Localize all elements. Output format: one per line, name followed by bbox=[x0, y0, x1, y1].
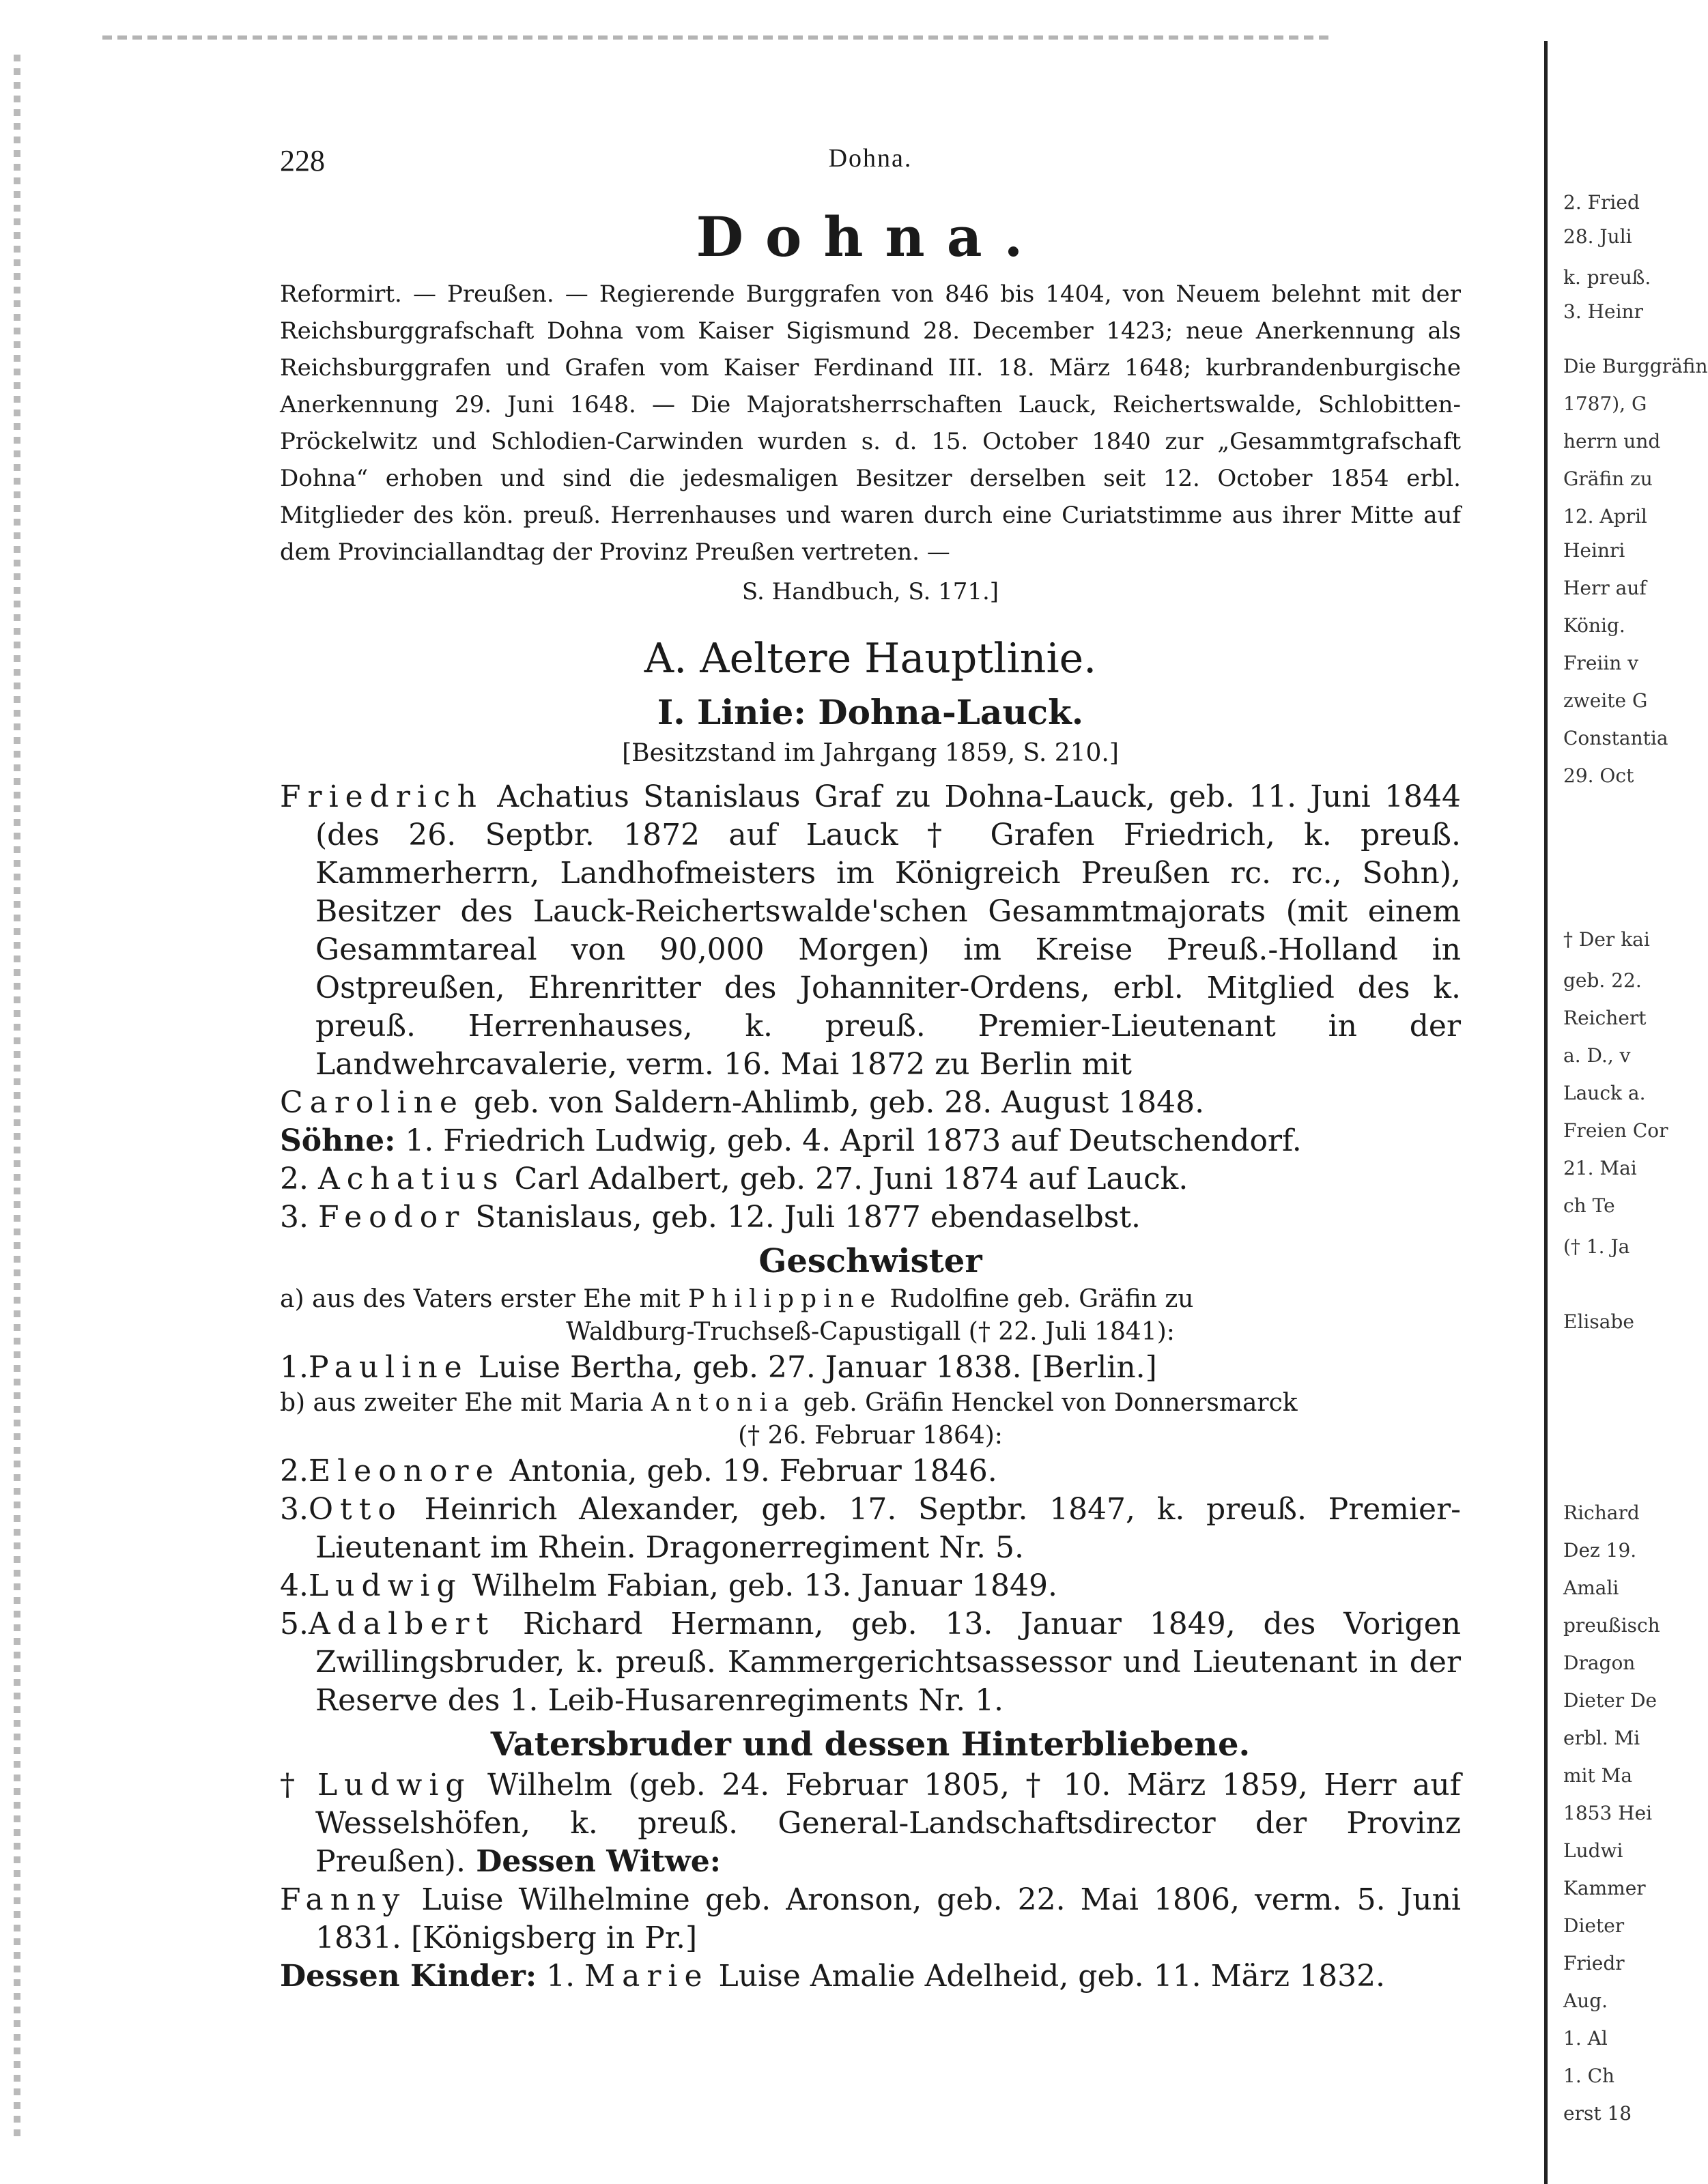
line-title: I. Linie: Dohna-Lauck. bbox=[657, 692, 1084, 732]
adjacent-line: 2. Fried bbox=[1563, 191, 1640, 214]
child-text: Luise Amalie Adelheid, geb. 11. März 1832. bbox=[709, 1959, 1386, 1994]
adjacent-line: herrn und bbox=[1563, 430, 1661, 452]
branch-a-name: Philippine bbox=[688, 1285, 883, 1313]
adjacent-line: Die Burggräfin bbox=[1563, 355, 1708, 377]
sibling-entry bbox=[280, 1605, 1461, 1720]
adjacent-line: preußisch bbox=[1563, 1614, 1660, 1637]
adjacent-line: Elisabe bbox=[1563, 1310, 1634, 1333]
sibling-number: 4. bbox=[280, 1568, 309, 1603]
adjacent-line: 1853 Hei bbox=[1563, 1802, 1653, 1824]
head-name: Friedrich bbox=[280, 779, 483, 814]
adjacent-line: 1. Ch bbox=[1563, 2065, 1615, 2087]
adjacent-line: 1. Al bbox=[1563, 2027, 1608, 2050]
adjacent-page-fragment bbox=[1555, 0, 1708, 2184]
running-title: Dohna. bbox=[828, 144, 913, 173]
intro-reference: S. Handbuch, S. 171.] bbox=[741, 578, 999, 605]
scan-top-edge bbox=[102, 35, 1331, 40]
sibling-entry bbox=[280, 1491, 1461, 1567]
adjacent-line: Aug. bbox=[1563, 1989, 1608, 2012]
adjacent-line: zweite G bbox=[1563, 689, 1648, 712]
son-name: Friedrich bbox=[443, 1123, 586, 1158]
adjacent-line: Dieter bbox=[1563, 1914, 1625, 1937]
siblings-heading: Geschwister bbox=[758, 1242, 982, 1280]
adjacent-line: Freien Cor bbox=[1563, 1119, 1668, 1142]
son-prefix: 2. bbox=[280, 1162, 318, 1196]
son-text: Stanislaus, geb. 12. Juli 1877 ebendaselbst. bbox=[466, 1200, 1141, 1235]
son-entry bbox=[280, 1122, 1461, 1160]
adjacent-line: Dieter De bbox=[1563, 1689, 1657, 1712]
adjacent-line: 12. April bbox=[1563, 505, 1647, 528]
sibling-text: Wilhelm Fabian, geb. 13. Januar 1849. bbox=[462, 1568, 1057, 1603]
son-prefix: 1. bbox=[395, 1123, 444, 1158]
widow-text: Luise Wilhelmine geb. Aronson, geb. 22. Mai 1806, verm. 5. Juni 1831. [Königsberg in Pr.] bbox=[315, 1882, 1461, 1955]
branch-b-text: geb. Gräfin Henckel von Donnersmarck bbox=[795, 1389, 1298, 1417]
section-title: A. Aeltere Hauptlinie. bbox=[644, 635, 1097, 682]
branch-a-text: a) aus des Vaters erster Ehe mit bbox=[280, 1285, 689, 1313]
son-entry bbox=[280, 1160, 1461, 1198]
son-name: Feodor bbox=[317, 1200, 466, 1235]
sibling-name: Ludwig bbox=[308, 1568, 463, 1603]
sibling-text: Luise Bertha, geb. 27. Januar 1838. [Berlin.] bbox=[468, 1350, 1157, 1385]
adjacent-line: Richard bbox=[1563, 1502, 1640, 1524]
widow-name: Fanny bbox=[280, 1882, 407, 1917]
wife-text: geb. von Saldern-Ahlimb, geb. 28. August 1848. bbox=[464, 1085, 1205, 1120]
uncle-entry bbox=[280, 1766, 1461, 1881]
wife-entry bbox=[280, 1084, 1461, 1122]
branch-b-line bbox=[280, 1387, 1461, 1420]
head-text: Achatius Stanislaus Graf zu Dohna-Lauck, geb. 11. Juni 1844 (des 26. Septbr. 1872 auf Lauck † Grafen Friedrich, k. preuß. Kammerherrn, Landhofmeisters im Königreich Preußen rc. rc., Sohn), Besitzer des Lauck-Reichertswalde'schen Gesammtmajorats (mit einem Gesammtareal von 90,000 Morgen) im Kreise Preuß.-Holland in Ostpreußen, Ehrenritter des Johanniter-Ordens, erbl. Mitglied des k. preuß. Herrenhauses, k. preuß. Premier-Lieutenant in der Landwehrcavalerie, verm. 16. Mai 1872 zu Berlin mit bbox=[315, 779, 1461, 1082]
sibling-name: Otto bbox=[308, 1492, 403, 1527]
uncle-name: Ludwig bbox=[317, 1768, 472, 1802]
adjacent-line: 21. Mai bbox=[1563, 1157, 1637, 1179]
adjacent-line: erst 18 bbox=[1563, 2102, 1632, 2125]
adjacent-line: Reichert bbox=[1563, 1007, 1647, 1029]
branch-b-continuation: († 26. Februar 1864): bbox=[738, 1422, 1003, 1450]
child-name: Marie bbox=[584, 1959, 709, 1994]
sibling-name: Adalbert bbox=[308, 1607, 496, 1641]
head-of-house-entry bbox=[280, 778, 1461, 1084]
adjacent-line: Heinri bbox=[1563, 539, 1625, 562]
branch-b-text: b) aus zweiter Ehe mit Maria bbox=[280, 1389, 651, 1417]
sibling-name: Pauline bbox=[308, 1350, 469, 1385]
adjacent-line: Friedr bbox=[1563, 1952, 1625, 1974]
sibling-number: 2. bbox=[280, 1454, 309, 1489]
scan-left-edge bbox=[14, 55, 20, 2136]
sibling-text: Richard Hermann, geb. 13. Januar 1849, des Vorigen Zwillingsbruder, k. preuß. Kammergerichtsassessor und Lieutenant in der Reserve des 1. Leib-Husarenregiments Nr. 1. bbox=[315, 1607, 1461, 1718]
son-entry bbox=[280, 1198, 1461, 1237]
son-text: Carl Adalbert, geb. 27. Juni 1874 auf Lauck. bbox=[504, 1162, 1189, 1196]
branch-a-line bbox=[280, 1283, 1461, 1316]
branch-b-name: Antonia bbox=[651, 1389, 796, 1417]
adjacent-line: Ludwi bbox=[1563, 1839, 1623, 1862]
adjacent-line: † Der kai bbox=[1563, 928, 1650, 951]
branch-a-text: Rudolfine geb. Gräfin zu bbox=[882, 1285, 1194, 1313]
adjacent-line: Constantia bbox=[1563, 727, 1668, 749]
child-prefix: 1. bbox=[537, 1959, 585, 1994]
wife-name: Caroline bbox=[280, 1085, 464, 1120]
adjacent-line: 28. Juli bbox=[1563, 225, 1632, 248]
adjacent-line: Amali bbox=[1563, 1577, 1619, 1599]
sibling-number: 3. bbox=[280, 1492, 309, 1527]
intro-paragraph: Reformirt. — Preußen. — Regierende Burggrafen von 846 bis 1404, von Neuem belehnt mit der Reichsburggrafschaft Dohna vom Kaiser Sigismund 28. December 1423; neue Anerkennung als Reichsburggrafen und Grafen vom Kaiser Ferdinand III. 18. März 1648; kurbrandenburgische Anerkennung 29. Juni 1648. — Die Majoratsherrschaften Lauck, Reichertswalde, Schlobitten-Pröckelwitz und Schlodien-Carwinden wurden s. d. 15. October 1840 zur „Gesammtgrafschaft Dohna“ erhoben und sind die jedesmaligen Besitzer derselben seit 12. October 1854 erbl. Mitglieder des kön. preuß. Herrenhauses und waren durch eine Curiatstimme aus ihrer Mitte auf dem Provinciallandtag der Provinz Preußen vertreten. — bbox=[280, 281, 1461, 566]
adjacent-line: König. bbox=[1563, 614, 1625, 637]
adjacent-line: 29. Oct bbox=[1563, 764, 1634, 787]
adjacent-line: ch Te bbox=[1563, 1194, 1615, 1217]
sibling-entry bbox=[280, 1349, 1461, 1387]
son-name: Achatius bbox=[317, 1162, 505, 1196]
adjacent-line: († 1. Ja bbox=[1563, 1235, 1630, 1258]
holding-reference: [Besitzstand im Jahrgang 1859, S. 210.] bbox=[622, 739, 1119, 767]
page-fold-line bbox=[1544, 41, 1548, 2184]
children-label: Dessen Kinder: bbox=[280, 1959, 537, 1994]
sibling-number: 1. bbox=[280, 1350, 309, 1385]
adjacent-line: mit Ma bbox=[1563, 1764, 1633, 1787]
sibling-entry bbox=[280, 1567, 1461, 1605]
branch-a-continuation: Waldburg-Truchseß-Capustigall († 22. Juli 1841): bbox=[566, 1318, 1175, 1346]
sibling-entry bbox=[280, 1452, 1461, 1491]
page-number: 228 bbox=[280, 144, 325, 177]
uncle-heading: Vatersbruder und dessen Hinterbliebene. bbox=[490, 1725, 1251, 1764]
uncle-text: Wilhelm (geb. 24. Februar 1805, † 10. März 1859, Herr auf Wesselshöfen, k. preuß. General-Landschaftsdirector der Provinz Preußen). bbox=[315, 1768, 1461, 1879]
death-mark: † bbox=[280, 1768, 317, 1802]
adjacent-line: 1787), G bbox=[1563, 392, 1647, 415]
son-text: Ludwig, geb. 4. April 1873 auf Deutschendorf. bbox=[585, 1123, 1302, 1158]
sibling-number: 5. bbox=[280, 1607, 309, 1641]
sibling-text: Heinrich Alexander, geb. 17. Septbr. 1847, k. preuß. Premier-Lieutenant im Rhein. Dragonerregiment Nr. 5. bbox=[315, 1492, 1461, 1565]
running-head bbox=[280, 143, 1461, 184]
adjacent-line: Gräfin zu bbox=[1563, 468, 1653, 490]
page-content bbox=[280, 143, 1461, 1996]
adjacent-line: erbl. Mi bbox=[1563, 1727, 1640, 1749]
widow-entry bbox=[280, 1881, 1461, 1957]
adjacent-line: Lauck a. bbox=[1563, 1082, 1646, 1104]
sibling-text: Antonia, geb. 19. Februar 1846. bbox=[500, 1454, 997, 1489]
adjacent-line: 3. Heinr bbox=[1563, 300, 1643, 323]
adjacent-line: a. D., v bbox=[1563, 1044, 1631, 1067]
adjacent-line: Freiin v bbox=[1563, 652, 1639, 674]
adjacent-line: k. preuß. bbox=[1563, 266, 1651, 289]
adjacent-line: Dez 19. bbox=[1563, 1539, 1637, 1562]
adjacent-line: Dragon bbox=[1563, 1652, 1636, 1674]
adjacent-line: geb. 22. bbox=[1563, 969, 1642, 992]
main-title: Dohna. bbox=[696, 205, 1045, 269]
son-prefix: 3. bbox=[280, 1200, 318, 1235]
widow-label: Dessen Witwe: bbox=[465, 1844, 722, 1879]
sons-label: Söhne: bbox=[280, 1123, 396, 1158]
children-entry bbox=[280, 1957, 1461, 1996]
sibling-name: Eleonore bbox=[308, 1454, 500, 1489]
adjacent-line: Kammer bbox=[1563, 1877, 1646, 1899]
adjacent-line: Herr auf bbox=[1563, 577, 1647, 599]
